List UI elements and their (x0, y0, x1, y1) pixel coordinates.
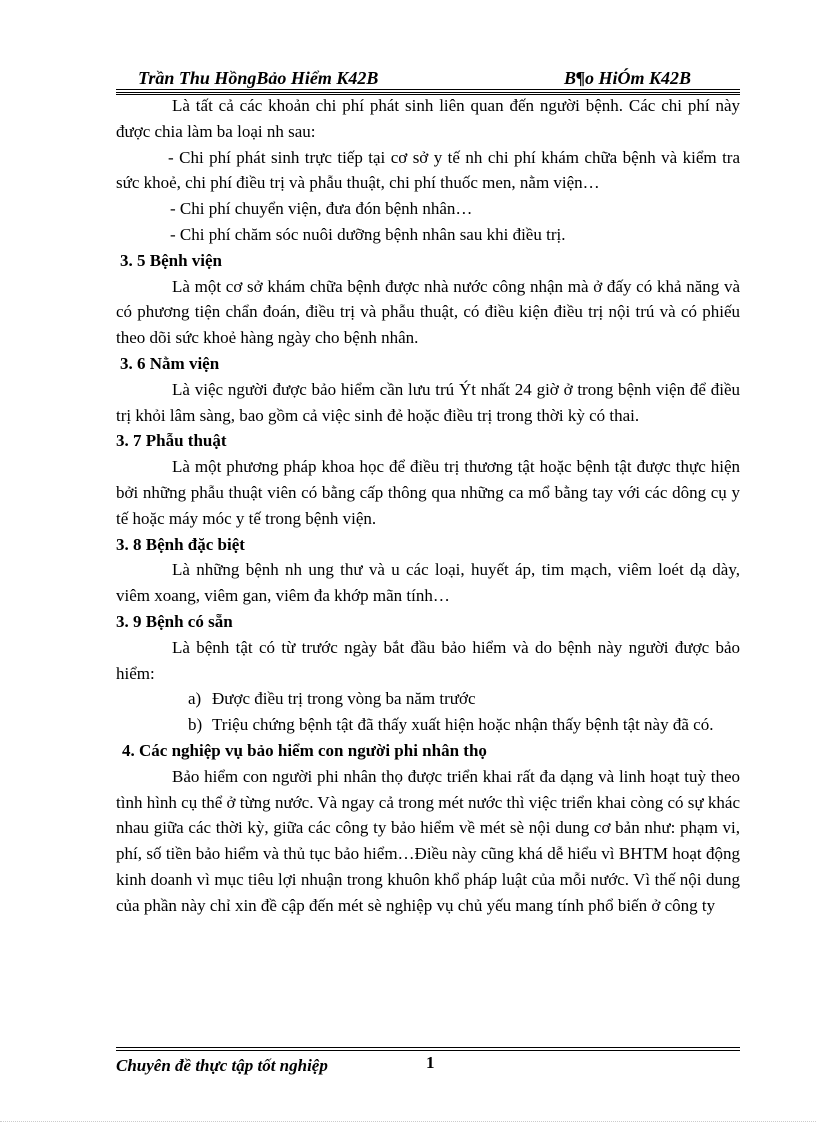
heading-3-9: 3. 9 Bệnh có sẵn (116, 611, 233, 631)
page-header (116, 66, 740, 90)
list-marker-a: a) (188, 689, 202, 709)
list-item-text: Triệu chứng bệnh tật đã thấy xuất hiện hoặc nhận thấy bệnh tật này đã có. (212, 715, 714, 735)
heading-3-8: 3. 8 Bệnh đặc biệt (116, 534, 245, 554)
section-4-title: . Các nghiệp vụ bảo hiểm con người phi nhân thọ (130, 740, 487, 760)
heading-3-5: 3. 5 Bệnh viện (120, 250, 223, 270)
header-right: B¶o HiÓm K42B (564, 68, 692, 88)
paragraph-cost-direct: - Chi phí phát sinh trực tiếp tại cơ sở y tế nh chi phí khám chữa bệnh và kiểm tra sức khoẻ, chi phí điều trị và phẫu thuật, chi phí thuốc men, nằm viện… (116, 147, 740, 193)
paragraph-section-4: Bảo hiểm con người phi nhân thọ được triển khai rất đa dạng và linh hoạt tuỳ theo tình hình cụ thể ở từng nước. Và ngay cả trong mét nước thì việc triển khai còng có sự khác nhau giữa các thời kỳ, giữa các công ty bảo hiểm về mét sè nội dung cơ bản như: phạm vi, phí, số tiền bảo hiểm và thủ tục bảo hiểm…Điều này cũng khá dễ hiểu vì BHTM hoạt động kinh doanh vì mục tiêu lợi nhuận trong khuôn khổ pháp luật của mỗi nước. Vì thế nội dung của phần này chỉ xin đề cập đến mét sè nghiệp vụ chủ yếu mang tính phổ biến ở công ty (116, 766, 740, 915)
paragraph-cost-care: - Chi phí chăm sóc nuôi dưỡng bệnh nhân sau khi điều trị. (170, 224, 566, 244)
heading-3-7: 3. 7 Phẫu thuật (116, 431, 227, 451)
heading-3-6: 3. 6 Nằm viện (120, 353, 220, 373)
paragraph-3-7: Là một phương pháp khoa học để điều trị thương tật hoặc bệnh tật được thực hiện bởi những phẫu thuật viên có bằng cấp thông qua những ca mổ bằng tay với các dông cụ y tế hoặc máy móc y tế trong bệnh viện. (116, 457, 740, 528)
footer-title: Chuyên đề thực tập tốt nghiệp (116, 1056, 328, 1075)
document-body (116, 93, 740, 919)
paragraph-3-9: Là bệnh tật có từ trước ngày bắt đầu bảo hiểm và do bệnh này người được bảo hiểm: (116, 637, 740, 683)
page-number: 1 (426, 1053, 435, 1072)
section-4-number: 4 (122, 740, 131, 760)
header-left: Trần Thu HồngBảo Hiểm K42B (138, 68, 379, 88)
paragraph-3-8: Là những bệnh nh ung thư và u các loại, huyết áp, tim mạch, viêm loét dạ dày, viêm xoang, viêm gan, viêm đa khớp mãn tính… (116, 560, 740, 606)
paragraph-3-6: Là việc người được bảo hiểm cần lưu trú Ýt nhất 24 giờ ở trong bệnh viện để điều trị khỏi lâm sàng, bao gồm cả việc sinh đẻ hoặc điều trị trong thời kỳ có thai. (116, 379, 740, 425)
paragraph-3-5: Là một cơ sở khám chữa bệnh được nhà nước công nhận mà ở đấy có khả năng và có phương tiện chẩn đoán, điều trị và phẫu thuật, có điều kiện điều trị nội trú và có phiếu theo dõi sức khoẻ hàng ngày cho bệnh nhân. (116, 276, 740, 348)
list-item-text: Được điều trị trong vòng ba năm trước (212, 689, 476, 709)
list-item (116, 686, 740, 712)
paragraph-costs-intro: Là tất cả các khoản chi phí phát sinh liên quan đến người bệnh. Các chi phí này được chia làm ba loại nh sau: (116, 96, 740, 141)
heading-section-4 (116, 738, 740, 764)
list-marker-b: b) (188, 715, 203, 735)
page-edge-divider (0, 1121, 816, 1122)
list-pre-existing (116, 686, 740, 738)
page-footer (116, 1054, 740, 1078)
paragraph-cost-transfer: - Chi phí chuyển viện, đưa đón bệnh nhân… (170, 199, 473, 219)
list-item (116, 712, 740, 738)
